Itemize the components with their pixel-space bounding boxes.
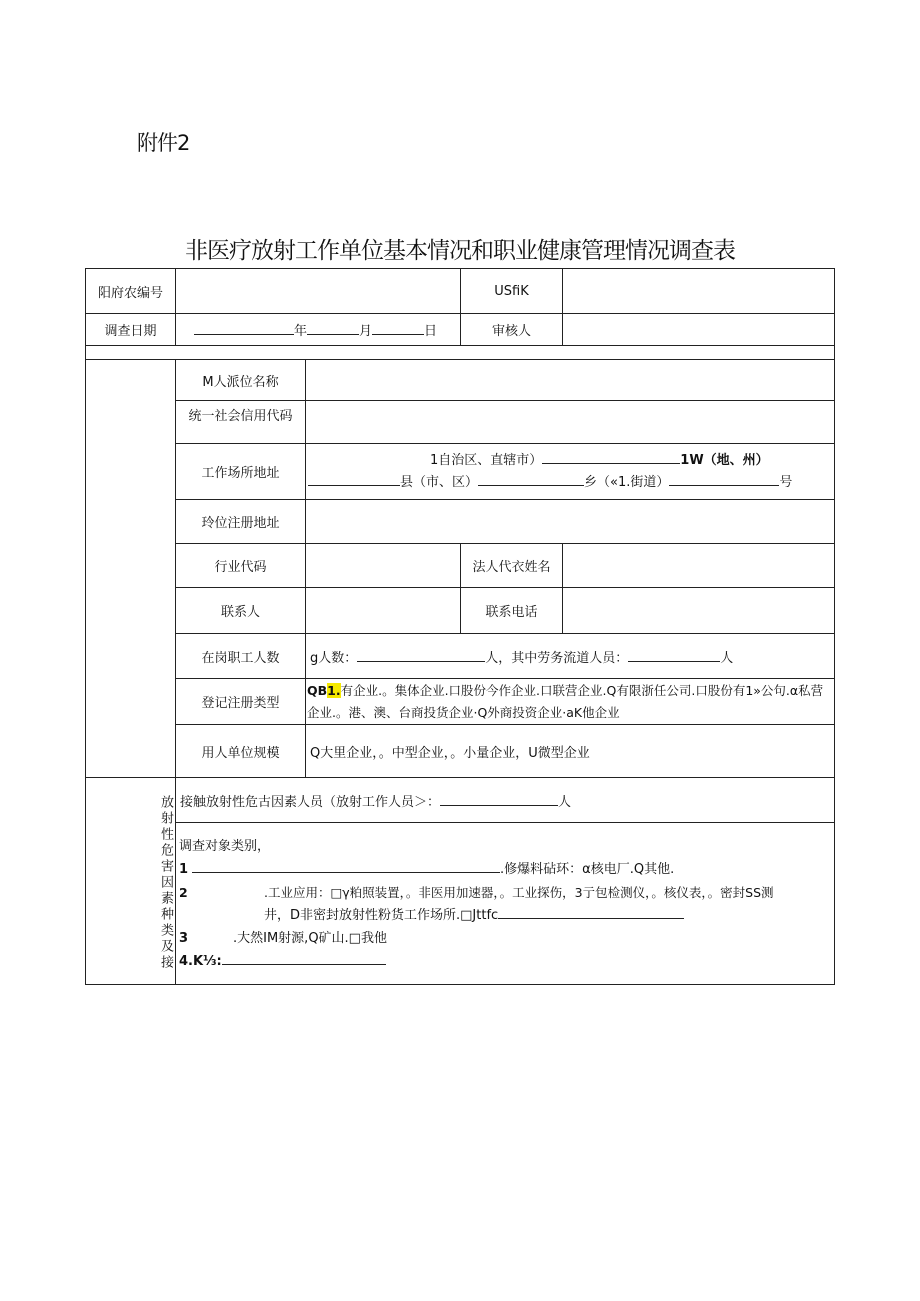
item3-text: .大然IM射源,Q矿山.□我他 <box>233 931 387 946</box>
reg-address-label: 玲位注册地址 <box>176 500 306 544</box>
employees-label: 在岗职工人数 <box>176 634 306 679</box>
exposed-staff-row[interactable] <box>176 778 835 823</box>
unit-name-field[interactable] <box>306 360 835 401</box>
reg-type-options[interactable] <box>306 679 835 725</box>
employees-end-label: 人 <box>720 650 734 666</box>
work-address-field[interactable] <box>306 444 835 500</box>
employees-total-label: g人数： <box>310 650 358 666</box>
header-table <box>85 268 835 360</box>
reg-type-line1: 有企业.。集体企业.口股份今作企业.口联营企业.Q有限浙任公司.口股份有1»公句.α私营 <box>340 682 824 698</box>
scale-label: 用人单位规模 <box>176 725 306 778</box>
county-blank[interactable] <box>308 473 400 486</box>
usfik-field[interactable] <box>563 269 835 314</box>
unit-name-label: M人派位名称 <box>176 360 306 401</box>
exposed-staff-end: 人 <box>558 794 572 810</box>
work-address-label: 工作场所地址 <box>176 444 306 500</box>
item2-text1: .工业应用：□γ粕照装置，。非医用加速器，。工业探伤，3亍包检测仪，。核仪表，。密封SS测 <box>264 885 774 900</box>
labor-dispatch-blank[interactable] <box>628 649 720 662</box>
date-label: 调查日期 <box>86 314 176 346</box>
main-table <box>85 359 835 985</box>
reg-type-highlight: 1. <box>327 682 341 698</box>
item2-blank[interactable] <box>498 906 684 919</box>
exposed-staff-blank[interactable] <box>440 793 558 806</box>
employees-total-blank[interactable] <box>357 649 485 662</box>
employees-mid-label: 人，其中劳务流道人员： <box>485 650 629 666</box>
survey-category-label: 调查对象类别， <box>179 839 271 854</box>
item2-text2: 井，D非密封放射性粉货工作场所.□Jttfc <box>264 908 499 923</box>
scale-options[interactable]: Q大里企业，。中型企业，。小量企业，U微型企业 <box>306 725 835 778</box>
exposed-staff-label: 接触放射性危古因素人员（放射工作人员＞： <box>180 794 441 810</box>
year-unit: 年 <box>294 324 308 339</box>
phone-field[interactable] <box>563 588 835 634</box>
town-blank[interactable] <box>478 473 584 486</box>
survey-category-cell[interactable] <box>176 823 835 985</box>
reg-address-field[interactable] <box>306 500 835 544</box>
blank-side-cell <box>86 360 176 778</box>
item1-num: 1 <box>179 862 189 877</box>
employees-field[interactable] <box>306 634 835 679</box>
industry-code-label: 行业代码 <box>176 544 306 588</box>
day-blank[interactable] <box>372 322 424 335</box>
contact-label: 联系人 <box>176 588 306 634</box>
city-blank[interactable] <box>542 451 680 464</box>
day-unit: 日 <box>424 324 438 339</box>
addr-county: 县（市、区） <box>400 474 479 490</box>
reviewer-label: 审核人 <box>461 314 563 346</box>
number-blank[interactable] <box>669 473 779 486</box>
credit-code-field[interactable] <box>306 401 835 444</box>
item3-num: 3 <box>179 931 189 946</box>
item2-num: 2 <box>179 885 188 900</box>
code-label: 阳府农编号 <box>86 269 176 314</box>
year-blank[interactable] <box>194 322 294 335</box>
attachment-label: 附件2 <box>137 131 190 155</box>
legal-rep-label: 法人代衣姓名 <box>461 544 563 588</box>
addr-city: 1W（地、州） <box>680 452 769 468</box>
spacer-row <box>86 346 835 360</box>
page-title: 非医疗放射工作单位基本情况和职业健康管理情况调查表 <box>185 238 735 264</box>
contact-field[interactable] <box>306 588 461 634</box>
addr-province: 1自治区、直辖市） <box>430 452 543 468</box>
reg-type-prefix: QB <box>307 682 328 698</box>
industry-code-field[interactable] <box>306 544 461 588</box>
hazard-side-label: 放射性危害因素种类及接 <box>86 778 176 985</box>
month-unit: 月 <box>359 324 373 339</box>
credit-code-label: 统一社会信用代码 <box>176 401 306 444</box>
item1-text: .修爆料砧环：α核电厂.Q其他. <box>500 862 675 877</box>
reviewer-field[interactable] <box>563 314 835 346</box>
reg-type-label: 登记注册类型 <box>176 679 306 725</box>
addr-town: 乡（«1.街道） <box>584 474 670 490</box>
item4-blank[interactable] <box>222 952 386 965</box>
item4-label: 4.K⅓: <box>179 954 222 969</box>
addr-number: 号 <box>779 474 793 490</box>
item1-blank[interactable] <box>192 860 500 873</box>
legal-rep-field[interactable] <box>563 544 835 588</box>
month-blank[interactable] <box>307 322 359 335</box>
usfik-label: USfiK <box>461 269 563 314</box>
reg-type-line2: 企业.。港、澳、台商投货企业·Q外商投资企业·aK他企业 <box>307 704 620 720</box>
phone-label: 联系电话 <box>461 588 563 634</box>
date-field[interactable] <box>176 314 461 346</box>
code-field[interactable] <box>176 269 461 314</box>
